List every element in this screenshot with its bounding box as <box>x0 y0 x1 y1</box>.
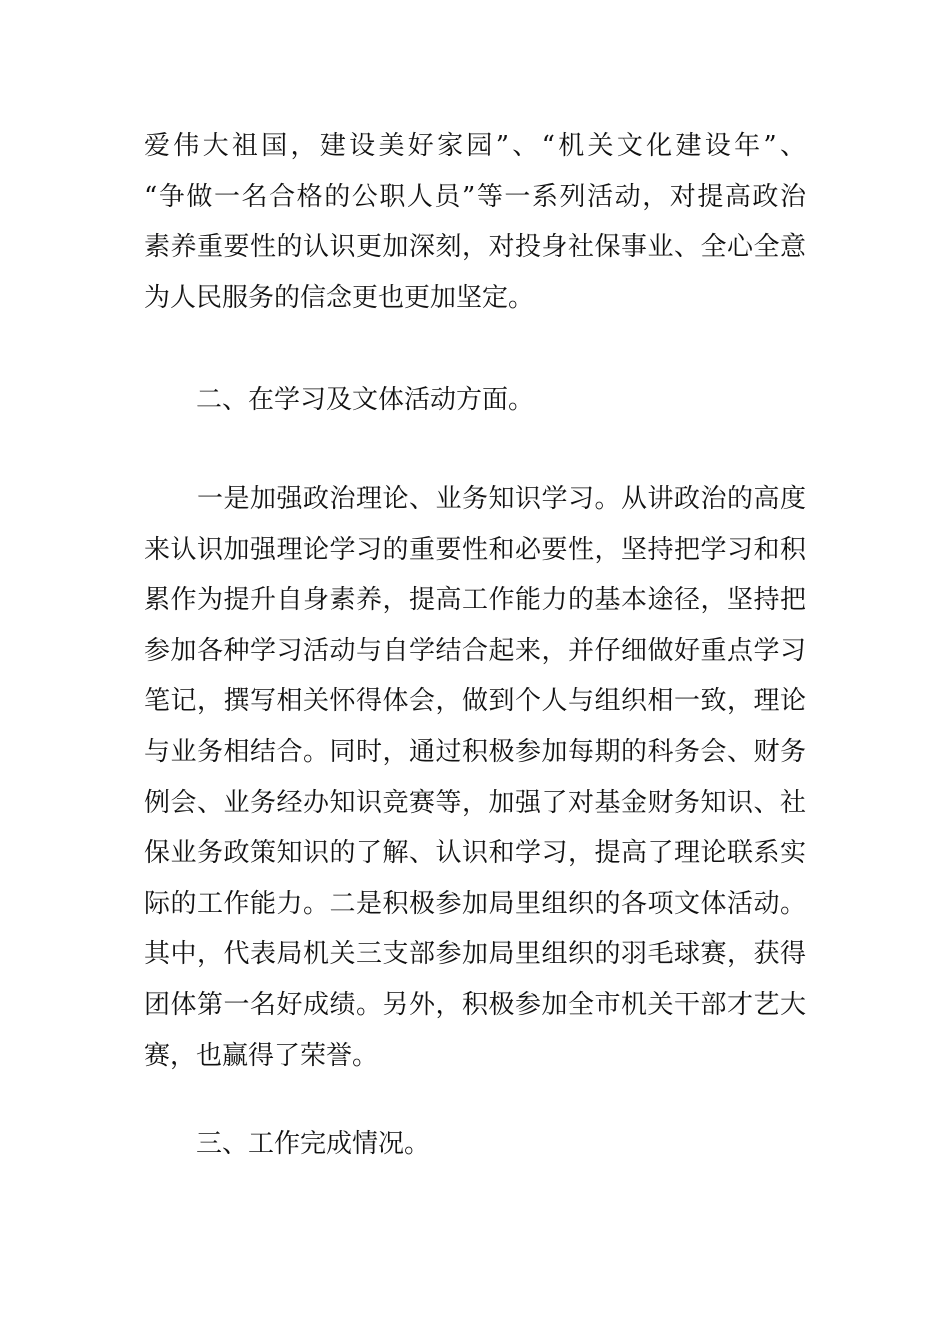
paragraph-line: 爱伟大祖国，建设美好家园”、“机关文化建设年”、 <box>144 131 806 161</box>
paragraph-line: 其中，代表局机关三支部参加局里组织的羽毛球赛，获得 <box>144 939 806 970</box>
paragraph-line: “争做一名合格的公职人员”等一系列活动，对提高政治 <box>144 181 806 212</box>
paragraph-line: 例会、业务经办知识竞赛等，加强了对基金财务知识、社 <box>144 787 806 818</box>
paragraph-line: 保业务政策知识的了解、认识和学习，提高了理论联系实 <box>144 838 806 869</box>
paragraph-activities <box>144 121 806 323</box>
section-heading-study: 二、在学习及文体活动方面。 <box>196 385 535 415</box>
paragraph-line: 赛，也赢得了荣誉。 <box>144 1040 379 1071</box>
paragraph-line: 来认识加强理论学习的重要性和必要性，坚持把学习和积 <box>144 534 806 565</box>
paragraph-line: 际的工作能力。二是积极参加局里组织的各项文体活动。 <box>144 888 806 919</box>
paragraph-line: 与业务相结合。同时，通过积极参加每期的科务会、财务 <box>144 736 806 767</box>
paragraph-line: 素养重要性的认识更加深刻，对投身社保事业、全心全意 <box>144 232 806 263</box>
paragraph-line: 一是加强政治理论、业务知识学习。从讲政治的高度 <box>144 484 806 514</box>
paragraph-line: 累作为提升自身素养，提高工作能力的基本途径，坚持把 <box>144 585 806 616</box>
paragraph-study <box>144 474 806 1081</box>
paragraph-line: 笔记，撰写相关怀得体会，做到个人与组织相一致，理论 <box>144 686 806 717</box>
paragraph-line: 为人民服务的信念更也更加坚定。 <box>144 282 535 313</box>
paragraph-line: 参加各种学习活动与自学结合起来，并仔细做好重点学习 <box>144 635 806 666</box>
paragraph-line: 团体第一名好成绩。另外，积极参加全市机关干部才艺大 <box>144 989 806 1020</box>
section-heading-work: 三、工作完成情况。 <box>196 1129 431 1159</box>
